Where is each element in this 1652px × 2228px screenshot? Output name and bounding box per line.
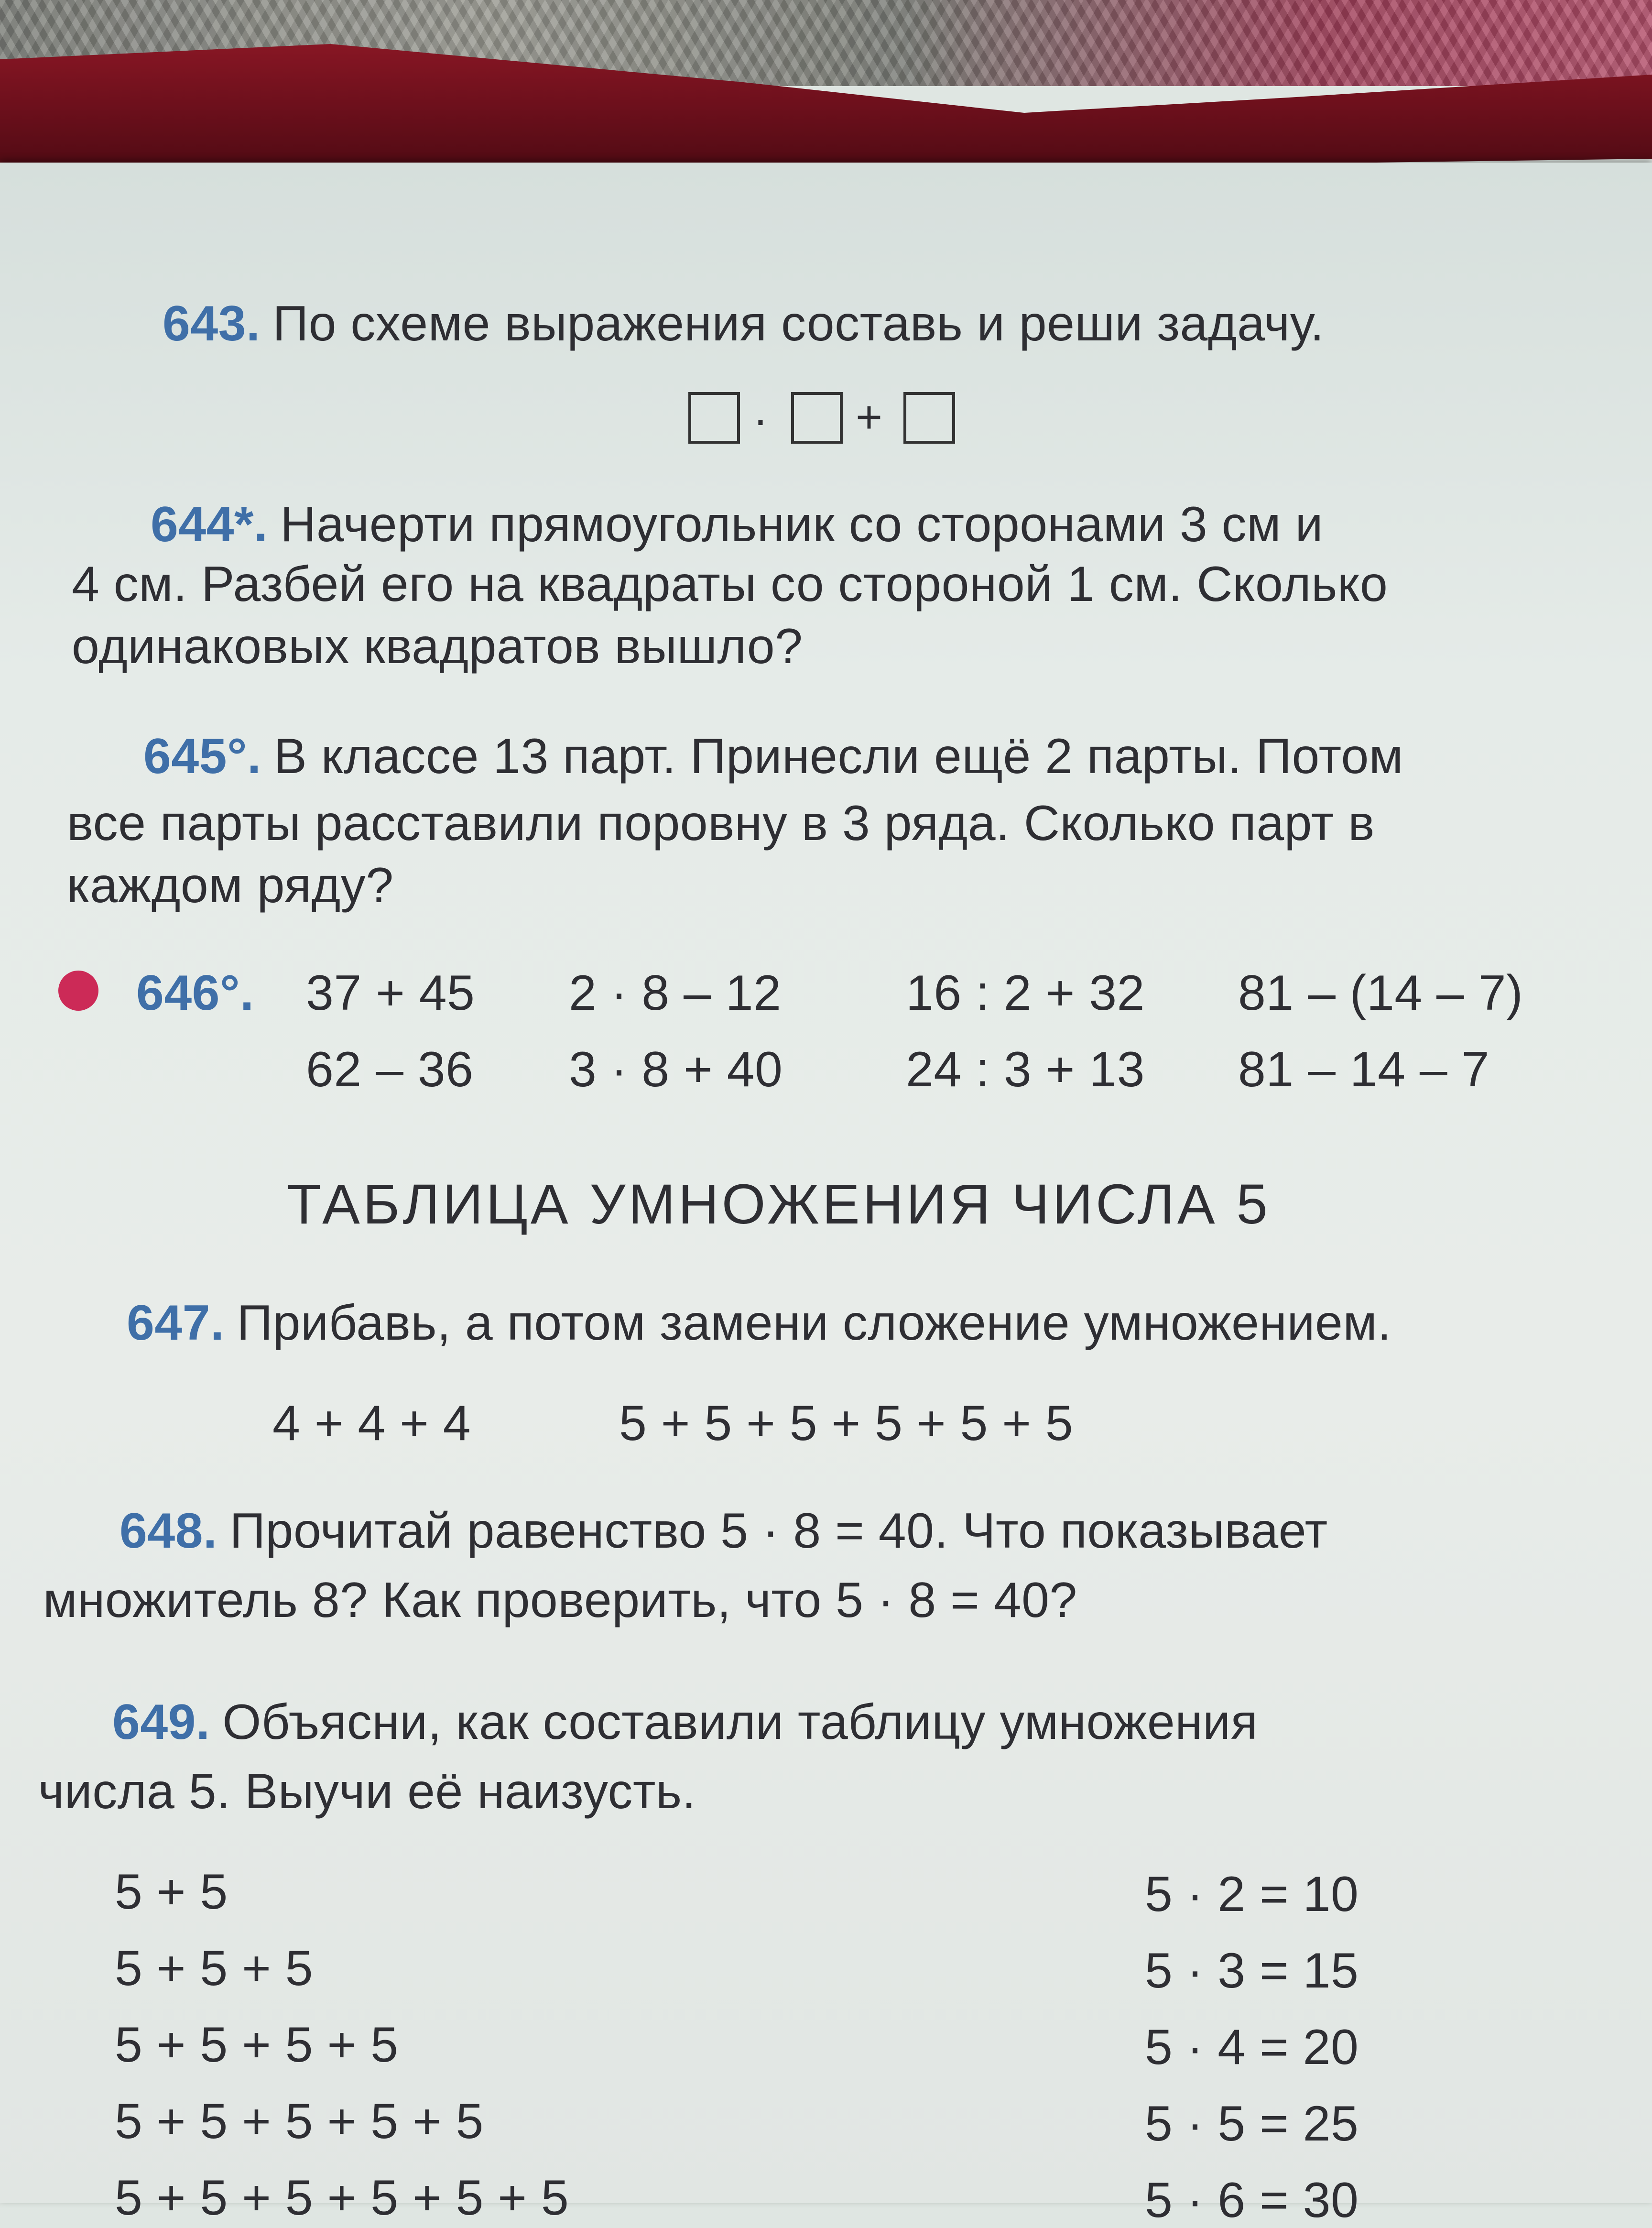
expression: 4 + 4 + 4 (272, 1396, 471, 1451)
sum-row: 5 + 5 + 5 + 5 + 5 + 5 (115, 2170, 569, 2226)
schema-box-3 (903, 392, 955, 444)
sum-row: 5 + 5 + 5 (115, 1941, 314, 1996)
task-648-line-2: множитель 8? Как проверить, что 5 · 8 = 40? (43, 1573, 1077, 1628)
task-number: 643. (163, 296, 261, 351)
expression: 24 : 3 + 13 (906, 1042, 1145, 1097)
product-row: 5 · 2 = 10 (1145, 1867, 1359, 1922)
schema-box-1 (688, 392, 740, 444)
task-number: 649. (112, 1694, 210, 1750)
task-text: Прочитай равенство 5 · 8 = 40. Что показывает (229, 1503, 1328, 1559)
expression: 62 – 36 (306, 1042, 474, 1097)
task-644-line-1 (151, 497, 1324, 552)
task-649-line-1 (112, 1694, 1258, 1750)
schema-plus-sign: + (856, 392, 883, 443)
task-number: 647. (127, 1295, 225, 1351)
task-number: 646°. (136, 965, 254, 1021)
expression: 81 – (14 – 7) (1238, 965, 1523, 1021)
task-646-number (136, 965, 267, 1021)
sum-row: 5 + 5 + 5 + 5 (115, 2017, 399, 2073)
section-title: ТАБЛИЦА УМНОЖЕНИЯ ЧИСЛА 5 (287, 1173, 1271, 1236)
schema-multiply-sign: · (753, 394, 768, 445)
product-row: 5 · 4 = 20 (1145, 2020, 1359, 2075)
expression: 2 · 8 – 12 (569, 965, 782, 1021)
task-text: Начерти прямоугольник со сторонами 3 см и (280, 497, 1324, 552)
sum-row: 5 + 5 (115, 1864, 228, 1920)
pink-bullet (58, 971, 98, 1011)
expression: 16 : 2 + 32 (906, 965, 1145, 1021)
expression: 81 – 14 – 7 (1238, 1042, 1489, 1097)
task-647 (127, 1295, 1391, 1351)
task-644-line-2: 4 см. Разбей его на квадраты со стороной 1 см. Сколько (72, 557, 1388, 612)
task-648-line-1 (120, 1503, 1328, 1559)
task-645-line-1 (143, 729, 1403, 784)
sum-row: 5 + 5 + 5 + 5 + 5 (115, 2094, 484, 2149)
task-text: По схеме выражения составь и реши задачу. (272, 296, 1325, 351)
task-number: 648. (120, 1503, 217, 1559)
expression: 3 · 8 + 40 (569, 1042, 783, 1097)
task-643 (163, 296, 1325, 351)
product-row: 5 · 5 = 25 (1145, 2096, 1359, 2152)
task-645-line-2: все парты расставили поровну в 3 ряда. Сколько парт в (67, 796, 1375, 851)
task-649-line-2: числа 5. Выучи её наизусть. (38, 1764, 696, 1819)
schema-box-2 (791, 392, 843, 444)
task-645-line-3: каждом ряду? (67, 858, 394, 913)
task-text: В классе 13 парт. Принесли ещё 2 парты. Потом (273, 729, 1403, 784)
task-text: Объясни, как составили таблицу умножения (222, 1694, 1258, 1750)
task-number: 644*. (151, 497, 268, 552)
product-row: 5 · 6 = 30 (1145, 2173, 1359, 2228)
product-row: 5 · 3 = 15 (1145, 1943, 1359, 1999)
task-number: 645°. (143, 729, 261, 784)
expression: 5 + 5 + 5 + 5 + 5 + 5 (619, 1396, 1074, 1451)
expression: 37 + 45 (306, 965, 475, 1021)
task-644-line-3: одинаковых квадратов вышло? (72, 619, 803, 674)
task-text: Прибавь, а потом замени сложение умножением. (237, 1295, 1391, 1351)
